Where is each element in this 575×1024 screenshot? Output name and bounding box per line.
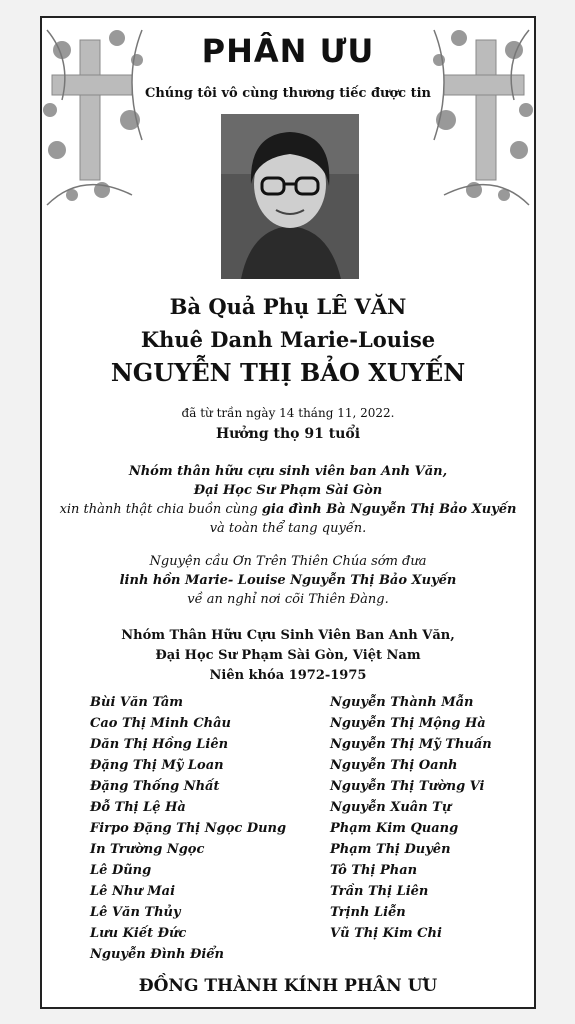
prayer-line: về an nghỉ nơi cõi Thiên Đàng. xyxy=(187,592,389,607)
list-item: Lê Như Mai xyxy=(90,884,176,899)
list-item: Đặng Thị Mỹ Loan xyxy=(90,758,224,773)
list-item: Nguyễn Thị Mỹ Thuấn xyxy=(330,737,492,752)
list-item: Nguyễn Đình Điển xyxy=(90,947,224,962)
group-signature xyxy=(42,626,534,686)
list-item: Trịnh Liễn xyxy=(330,905,406,920)
deceased-line-3: NGUYỄN THỊ BẢO XUYẾN xyxy=(110,358,466,387)
age-text: Hưởng thọ 91 tuổi xyxy=(215,426,361,442)
list-item: Nguyễn Xuân Tự xyxy=(330,800,452,815)
list-item: In Trường Ngọc xyxy=(90,842,205,857)
list-item: Đỗ Thị Lệ Hà xyxy=(90,800,186,815)
group-line: Nhóm Thân Hữu Cựu Sinh Viên Ban Anh Văn, xyxy=(121,628,455,643)
list-item: Phạm Kim Quang xyxy=(330,821,459,836)
list-item: Dăn Thị Hồng Liên xyxy=(90,737,229,752)
list-item: Lưu Kiết Đức xyxy=(90,926,187,941)
list-item: Lê Dũng xyxy=(90,863,152,878)
message-line xyxy=(42,500,534,519)
list-item: Nguyễn Thị Tường Vi xyxy=(330,779,485,794)
intro-text: Chúng tôi vô cùng thương tiếc được tin xyxy=(145,86,431,101)
prayer-line: Nguyện cầu Ơn Trên Thiên Chúa sớm đưa xyxy=(149,554,427,569)
condolence-message xyxy=(42,462,534,538)
deceased-line-2: Khuê Danh Marie-Louise xyxy=(140,327,436,352)
list-item: Trần Thị Liên xyxy=(330,884,429,899)
list-item: Nguyễn Thành Mẫn xyxy=(330,695,474,710)
message-line: Đại Học Sư Phạm Sài Gòn xyxy=(193,483,383,498)
portrait-photo xyxy=(221,114,359,279)
list-item: Đặng Thống Nhất xyxy=(90,779,220,794)
prayer-message xyxy=(42,552,534,609)
names-list-right xyxy=(330,692,492,944)
group-line: Niên khóa 1972-1975 xyxy=(209,668,367,683)
deceased-name xyxy=(42,290,534,390)
names-list-left xyxy=(90,692,286,965)
passed-date: đã từ trần ngày 14 tháng 11, 2022. xyxy=(181,406,395,420)
list-item: Phạm Thị Duyên xyxy=(330,842,451,857)
message-line: Nhóm thân hữu cựu sinh viên ban Anh Văn, xyxy=(128,464,448,479)
list-item: Tô Thị Phan xyxy=(330,863,418,878)
closing-text: ĐỒNG THÀNH KÍNH PHÂN ƯU xyxy=(138,976,438,996)
page-title: PHÂN ƯU xyxy=(201,32,375,70)
obituary-card xyxy=(40,16,536,1009)
list-item: Bùi Văn Tâm xyxy=(90,695,183,710)
list-item: Firpo Đặng Thị Ngọc Dung xyxy=(90,821,287,836)
list-item: Nguyễn Thị Oanh xyxy=(330,758,458,773)
deceased-line-1: Bà Quả Phụ LÊ VĂN xyxy=(169,294,407,319)
list-item: Cao Thị Minh Châu xyxy=(90,716,231,731)
message-family: gia đình Bà Nguyễn Thị Bảo Xuyến xyxy=(261,502,517,517)
list-item: Vũ Thị Kim Chi xyxy=(330,926,442,941)
list-item: Nguyễn Thị Mộng Hà xyxy=(330,716,486,731)
prayer-line: linh hồn Marie- Louise Nguyễn Thị Bảo Xuyến xyxy=(119,573,457,588)
group-line: Đại Học Sư Phạm Sài Gòn, Việt Nam xyxy=(155,648,421,663)
message-line: và toàn thể tang quyến. xyxy=(209,521,367,536)
message-text: xin thành thật chia buồn cùng xyxy=(59,502,262,517)
list-item: Lê Văn Thủy xyxy=(90,905,181,920)
